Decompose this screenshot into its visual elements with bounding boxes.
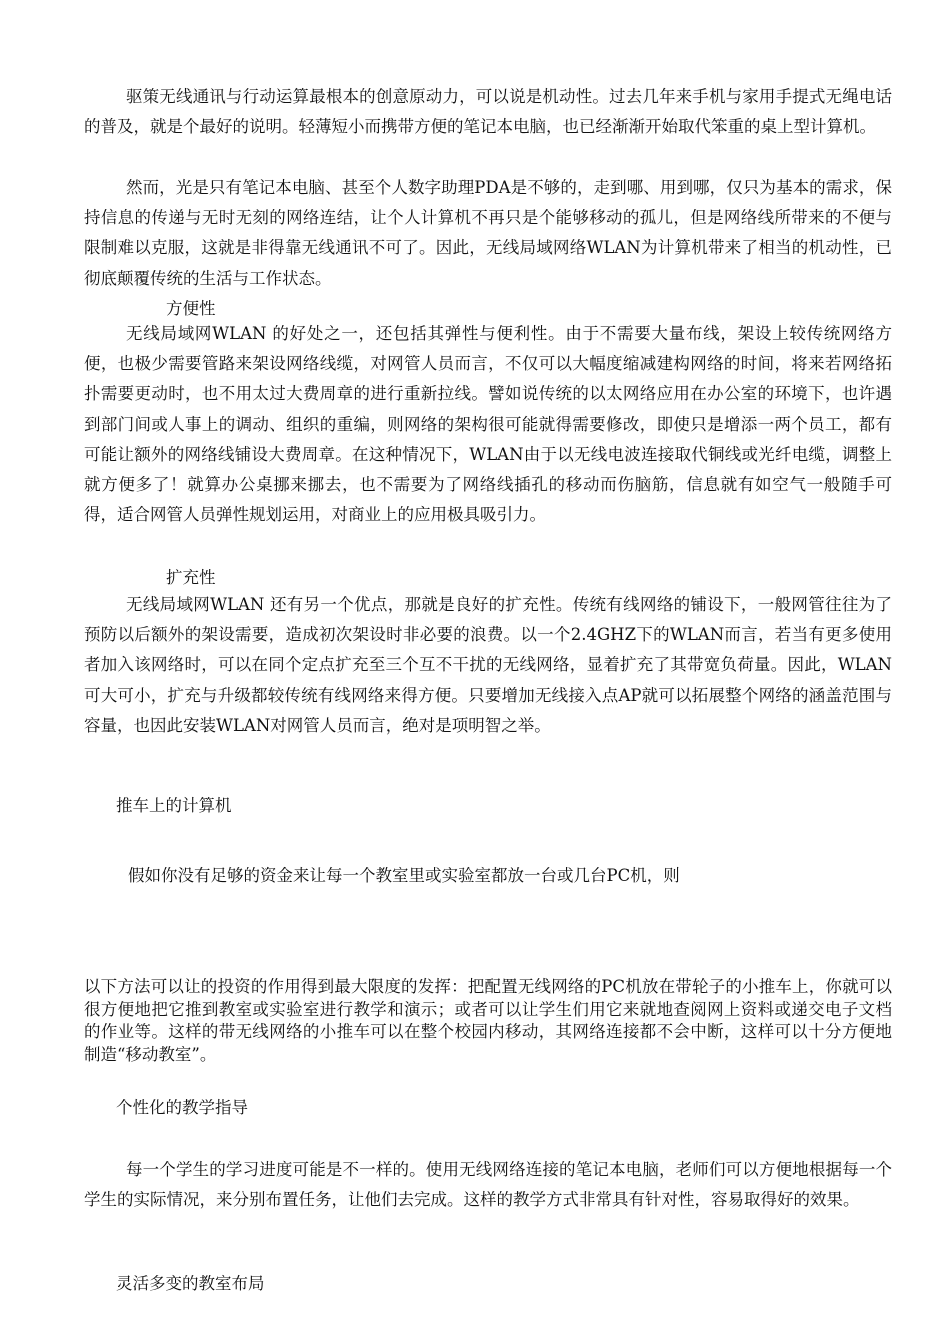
heading-flexible-layout: 灵活多变的教室布局 [116,1274,265,1293]
heading-convenience: 方便性 [166,299,216,318]
paragraph-mobility-intro: 驱策无线通讯与行动运算最根本的创意原动力，可以说是机动性。过去几年来手机与家用手提式无绳电话的普及，就是个最好的说明。轻薄短小而携带方便的笔记本电脑，也已经渐渐开始取代笨重的桌上型计算机。 [84,87,892,137]
heading-personalized-teaching: 个性化的教学指导 [116,1098,248,1117]
paragraph-convenience: 无线局域网WLAN 的好处之一，还包括其弹性与便利性。由于不需要大量布线，架设上较传统网络方便，也极少需要管路来架设网络线缆，对网管人员而言，不仅可以大幅度缩减建构网络的时间，将来若网络拓扑需要更动时，也不用太过大费周章的进行重新拉线。譬如说传统的以太网络应用在办公室的环境下，也许遇到部门间或人事上的调动、组织的重编，则网络的架构很可能就得需要修改，即使只是增添一两个员工，都有可能让额外的网络线铺设大费周章。在这种情况下，WLAN由于以无线电波连接取代铜线或光纤电缆，调整上就方便多了！就算办公桌挪来挪去，也不需要为了网络线插孔的移动而伤脑筋，信息就有如空气一般随手可得，适合网管人员弹性规划运用，对商业上的应用极具吸引力。 [84,324,892,525]
paragraph-personalized-teaching: 每一个学生的学习进度可能是不一样的。使用无线网络连接的笔记本电脑，老师们可以方便地根据每一个学生的实际情况，来分别布置任务，让他们去完成。这样的教学方式非常具有针对性，容易取得好的效果。 [84,1160,892,1210]
paragraph-wlan-need: 然而，光是只有笔记本电脑、甚至个人数字助理PDA是不够的，走到哪、用到哪，仅只为基本的需求，保持信息的传递与无时无刻的网络连结，让个人计算机不再只是个能够移动的孤儿，但是网络线所带来的不便与限制难以克服，这就是非得靠无线通讯不可了。因此，无线局域网络WLAN为计算机带来了相当的机动性，已彻底颠覆传统的生活与工作状态。 [84,178,892,288]
paragraph-cart-body: 以下方法可以让的投资的作用得到最大限度的发挥：把配置无线网络的PC机放在带轮子的小推车上，你就可以很方便地把它推到教室或实验室进行教学和演示；或者可以让学生们用它来就地查阅网上资料或递交电子文档的作业等。这样的带无线网络的小推车可以在整个校园内移动，其网络连接都不会中断，这样可以十分方便地制造“移动教室”。 [84,977,892,1064]
heading-scalability: 扩充性 [166,568,216,587]
paragraph-scalability: 无线局域网WLAN 还有另一个优点，那就是良好的扩充性。传统有线网络的铺设下，一般网管往往为了预防以后额外的架设需要，造成初次架设时非必要的浪费。以一个2.4GHZ下的WLAN而言，若当有更多使用者加入该网络时，可以在同个定点扩充至三个互不干扰的无线网络，显着扩充了其带宽负荷量。因此，WLAN可大可小，扩充与升级都较传统有线网络来得方便。只要增加无线接入点AP就可以拓展整个网络的涵盖范围与容量，也因此安装WLAN对网管人员而言，绝对是项明智之举。 [84,595,892,735]
heading-computer-on-cart: 推车上的计算机 [116,796,232,815]
paragraph-cart-lead: 假如你没有足够的资金来让每一个教室里或实验室都放一台或几台PC机，则 [128,866,680,885]
